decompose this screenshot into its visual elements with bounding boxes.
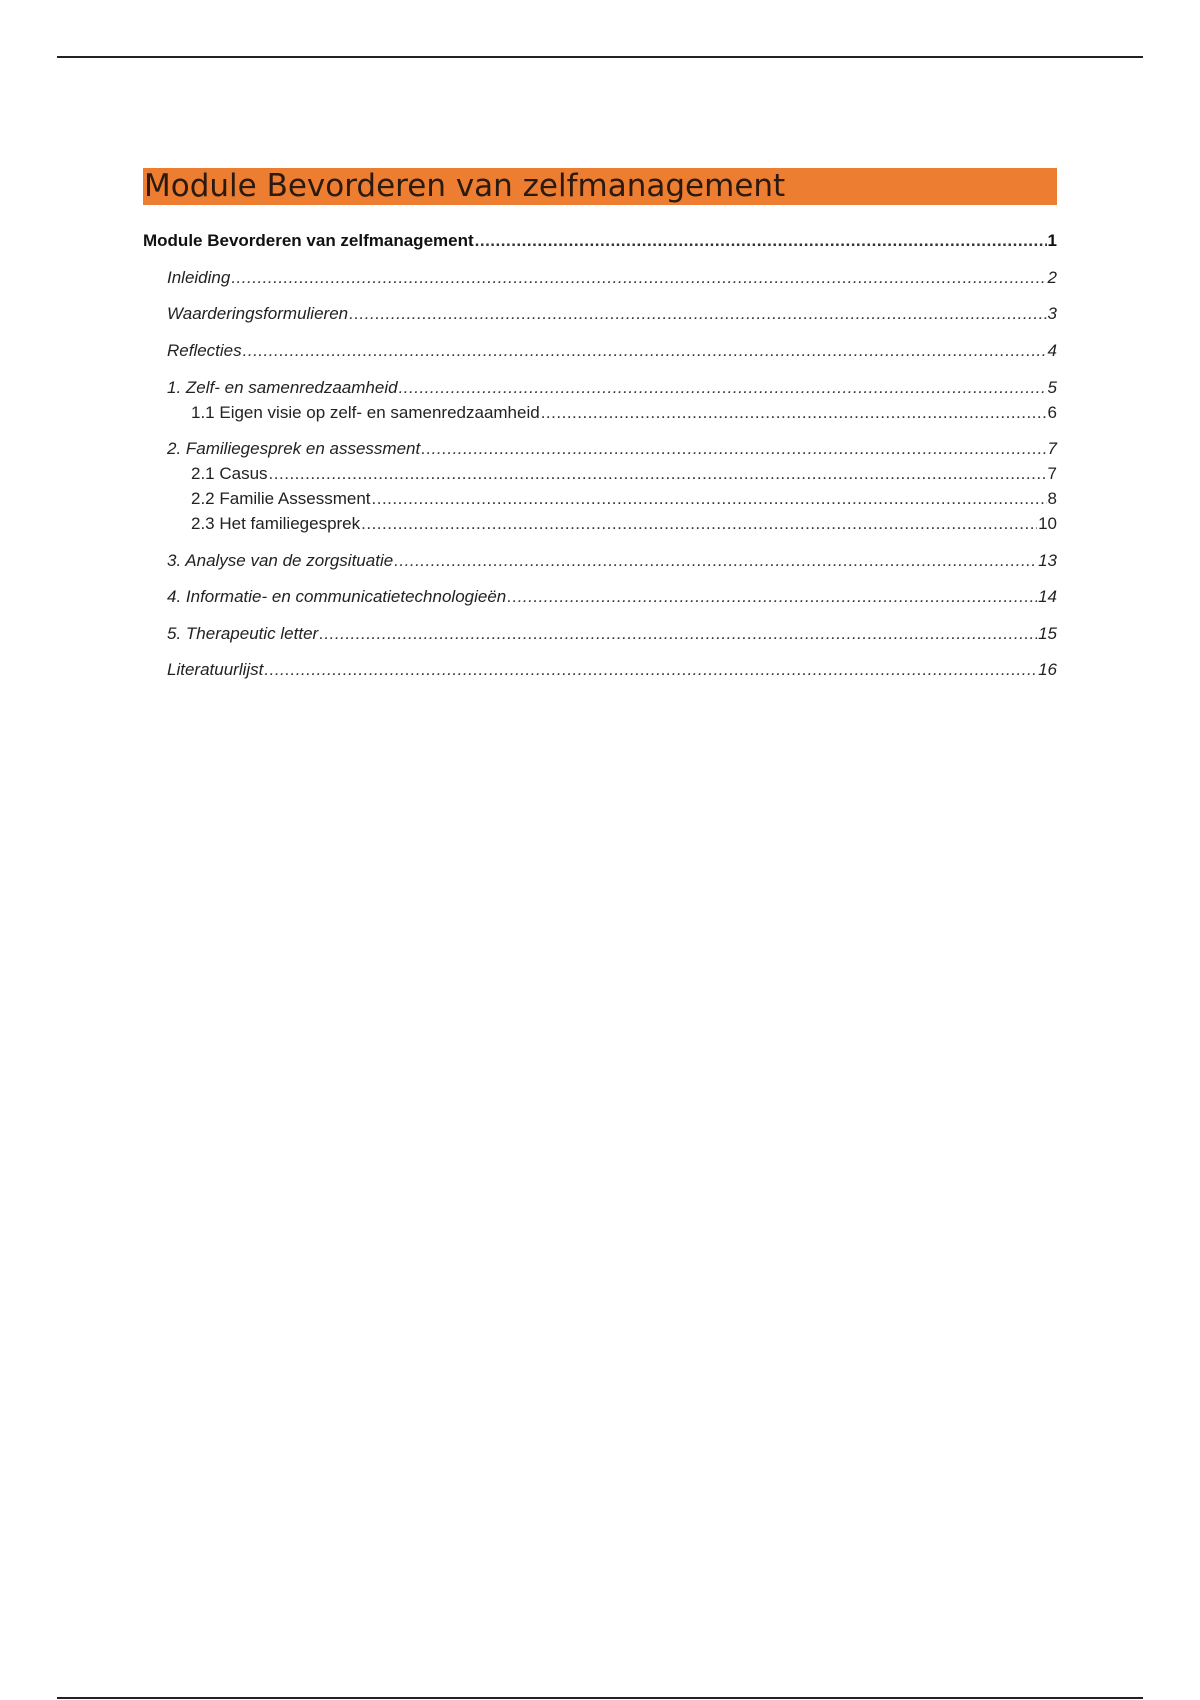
toc-leader xyxy=(269,463,1047,485)
toc-entry-label: 5. Therapeutic letter xyxy=(167,624,319,643)
toc-entry-label: Waarderingsformulieren xyxy=(167,304,349,323)
toc-entry-label: 2.1 Casus xyxy=(191,464,268,483)
toc-entry-label: Literatuurlijst xyxy=(167,660,264,679)
toc-leader xyxy=(372,488,1047,510)
toc-entry[interactable] xyxy=(167,586,1057,608)
toc-entry-label: Inleiding xyxy=(167,268,231,287)
toc-leader xyxy=(507,586,1037,608)
toc-entry-label: Module Bevorderen van zelfmanagement xyxy=(143,231,474,250)
toc-leader xyxy=(541,402,1047,424)
toc-entry-label: 1. Zelf- en samenredzaamheid xyxy=(167,378,398,397)
toc-entry-label: 2.2 Familie Assessment xyxy=(191,489,371,508)
toc-entry-page: 2 xyxy=(1047,268,1057,287)
toc-leader xyxy=(349,303,1046,325)
document-title xyxy=(143,168,1057,205)
toc-leader xyxy=(319,623,1037,645)
toc-entry-page: 16 xyxy=(1038,660,1057,679)
toc-entry[interactable] xyxy=(191,488,1057,510)
toc-leader xyxy=(421,438,1046,460)
toc-entry[interactable] xyxy=(167,550,1057,572)
toc-leader xyxy=(475,230,1047,252)
toc-entry[interactable] xyxy=(167,438,1057,460)
toc-entry-page: 3 xyxy=(1047,304,1057,323)
toc-entry-page: 4 xyxy=(1047,341,1057,360)
header-rule xyxy=(57,56,1143,58)
toc-entry-page: 8 xyxy=(1047,489,1057,508)
document-title-text: Module Bevorderen van zelfmanagement xyxy=(144,168,786,204)
toc-leader xyxy=(243,340,1047,362)
toc-leader xyxy=(264,659,1037,681)
toc-entry[interactable] xyxy=(167,377,1057,399)
toc-entry[interactable] xyxy=(167,267,1057,289)
toc-entry-page: 10 xyxy=(1038,514,1057,533)
toc-leader xyxy=(361,513,1037,535)
toc-entry-label: 2.3 Het familiegesprek xyxy=(191,514,361,533)
toc-leader xyxy=(394,550,1037,572)
toc-leader xyxy=(231,267,1046,289)
toc-entry-page: 15 xyxy=(1038,624,1057,643)
toc-entry-label: 2. Familiegesprek en assessment xyxy=(167,439,421,458)
toc-entry[interactable] xyxy=(191,513,1057,535)
toc-entry[interactable] xyxy=(167,659,1057,681)
toc-entry-page: 13 xyxy=(1038,551,1057,570)
toc-entry[interactable] xyxy=(167,303,1057,325)
toc-leader xyxy=(399,377,1047,399)
toc-entry-page: 5 xyxy=(1047,378,1057,397)
footer-rule xyxy=(57,1697,1143,1699)
toc-entry-page: 14 xyxy=(1038,587,1057,606)
toc-entry-label: Reflecties xyxy=(167,341,242,360)
toc-entry-page: 1 xyxy=(1047,231,1057,250)
toc-entry[interactable] xyxy=(167,623,1057,645)
toc-entry[interactable] xyxy=(143,230,1057,252)
toc-entry-page: 6 xyxy=(1047,403,1057,422)
toc-entry[interactable] xyxy=(167,340,1057,362)
toc-entry-page: 7 xyxy=(1047,464,1057,483)
toc-entry-label: 4. Informatie- en communicatietechnologieën xyxy=(167,587,507,606)
toc-entry-label: 3. Analyse van de zorgsituatie xyxy=(167,551,394,570)
toc-entry[interactable] xyxy=(191,463,1057,485)
toc-entry-page: 7 xyxy=(1047,439,1057,458)
toc-entry-label: 1.1 Eigen visie op zelf- en samenredzaamheid xyxy=(191,403,540,422)
toc-entry[interactable] xyxy=(191,402,1057,424)
